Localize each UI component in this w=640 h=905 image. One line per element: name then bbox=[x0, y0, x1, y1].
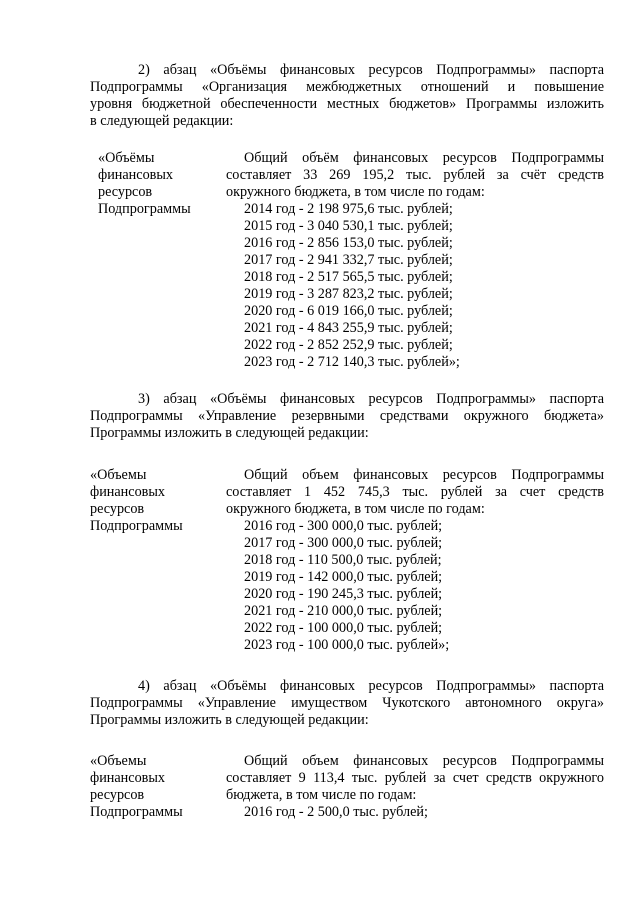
intro-line: 3) абзац «Объёмы финансовых ресурсов Подпрограммы» паспорта bbox=[138, 391, 604, 407]
summary-line: окружного бюджета, в том числе по годам: bbox=[226, 501, 485, 517]
year-item: 2017 год - 2 941 332,7 тыс. рублей; bbox=[244, 252, 453, 268]
resources-label: «Объемы финансовых ресурсов Подпрограммы bbox=[90, 467, 183, 534]
year-item: 2022 год - 2 852 252,9 тыс. рублей; bbox=[244, 337, 453, 353]
year-item: 2023 год - 100 000,0 тыс. рублей»; bbox=[244, 637, 450, 653]
resources-label: «Объёмы финансовых ресурсов Подпрограммы bbox=[98, 150, 191, 217]
year-item: 2014 год - 2 198 975,6 тыс. рублей; bbox=[244, 201, 453, 217]
year-item: 2019 год - 142 000,0 тыс. рублей; bbox=[244, 569, 443, 585]
year-item: 2018 год - 110 500,0 тыс. рублей; bbox=[244, 552, 442, 568]
intro-line: 2) абзац «Объёмы финансовых ресурсов Подпрограммы» паспорта bbox=[138, 62, 604, 78]
section-3-intro bbox=[90, 391, 604, 442]
section-2-intro bbox=[90, 62, 604, 130]
years-list bbox=[226, 804, 604, 821]
year-item: 2016 год - 2 500,0 тыс. рублей; bbox=[244, 804, 428, 820]
intro-line: Программы изложить в следующей редакции: bbox=[90, 712, 369, 728]
summary-line: Общий объём финансовых ресурсов Подпрограммы bbox=[244, 150, 604, 166]
summary-line: бюджета, в том числе по годам: bbox=[226, 787, 417, 803]
year-item: 2017 год - 300 000,0 тыс. рублей; bbox=[244, 535, 443, 551]
year-item: 2021 год - 4 843 255,9 тыс. рублей; bbox=[244, 320, 453, 336]
intro-line: 4) абзац «Объёмы финансовых ресурсов Подпрограммы» паспорта bbox=[138, 678, 604, 694]
summary-line: составляет 33 269 195,2 тыс. рублей за счёт средств bbox=[226, 167, 604, 183]
resources-content bbox=[226, 150, 604, 371]
year-item: 2016 год - 300 000,0 тыс. рублей; bbox=[244, 518, 443, 534]
year-item: 2018 год - 2 517 565,5 тыс. рублей; bbox=[244, 269, 453, 285]
summary-line: Общий объем финансовых ресурсов Подпрограммы bbox=[244, 753, 604, 769]
year-item: 2019 год - 3 287 823,2 тыс. рублей; bbox=[244, 286, 453, 302]
intro-line: Подпрограммы «Управление резервными средствами окружного бюджета» bbox=[90, 408, 604, 424]
summary-line: окружного бюджета, в том числе по годам: bbox=[226, 184, 485, 200]
section-4-intro bbox=[90, 678, 604, 729]
year-item: 2020 год - 190 245,3 тыс. рублей; bbox=[244, 586, 443, 602]
intro-line: Подпрограммы «Организация межбюджетных отношений и повышение bbox=[90, 79, 604, 95]
years-list bbox=[226, 201, 604, 371]
resources-content bbox=[226, 467, 604, 654]
intro-line: уровня бюджетной обеспеченности местных бюджетов» Программы изложить bbox=[90, 96, 604, 112]
summary-line: составляет 9 113,4 тыс. рублей за счет средств окружного bbox=[226, 770, 604, 786]
summary-line: Общий объем финансовых ресурсов Подпрограммы bbox=[244, 467, 604, 483]
summary-line: составляет 1 452 745,3 тыс. рублей за счет средств bbox=[226, 484, 604, 500]
year-item: 2020 год - 6 019 166,0 тыс. рублей; bbox=[244, 303, 453, 319]
intro-line: Программы изложить в следующей редакции: bbox=[90, 425, 369, 441]
year-item: 2022 год - 100 000,0 тыс. рублей; bbox=[244, 620, 443, 636]
intro-line: в следующей редакции: bbox=[90, 113, 234, 129]
resources-label: «Объемы финансовых ресурсов Подпрограммы bbox=[90, 753, 183, 820]
intro-line: Подпрограммы «Управление имуществом Чукотского автономного округа» bbox=[90, 695, 604, 711]
year-item: 2016 год - 2 856 153,0 тыс. рублей; bbox=[244, 235, 453, 251]
year-item: 2015 год - 3 040 530,1 тыс. рублей; bbox=[244, 218, 453, 234]
year-item: 2023 год - 2 712 140,3 тыс. рублей»; bbox=[244, 354, 460, 370]
resources-content bbox=[226, 753, 604, 821]
year-item: 2021 год - 210 000,0 тыс. рублей; bbox=[244, 603, 443, 619]
years-list bbox=[226, 518, 604, 654]
